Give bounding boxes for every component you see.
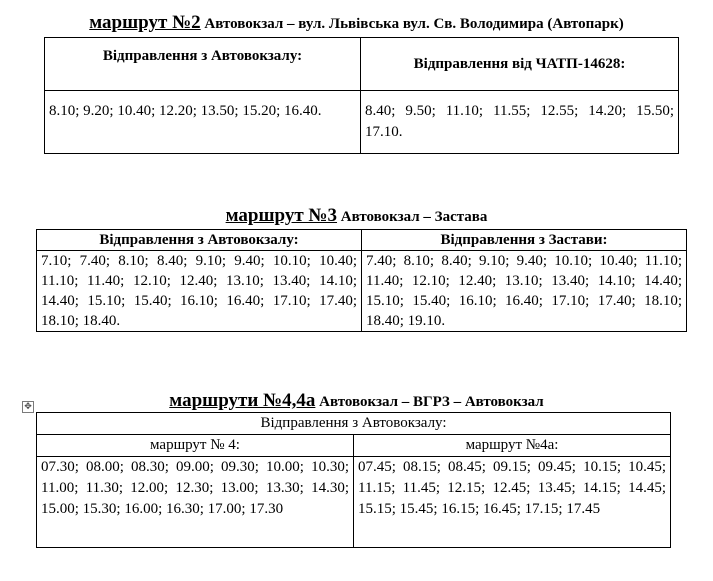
route2-left-times: 8.10; 9.20; 10.40; 12.20; 13.50; 15.20; 16.40.	[45, 91, 361, 154]
route2-title-description: Автовокзал – вул. Львівська вул. Св. Володимира (Автопарк)	[200, 16, 624, 32]
route4-title-number: маршрути №4,4а	[169, 390, 316, 411]
route4-span-header: Відправлення з Автовокзалу:	[37, 413, 671, 435]
route2-table	[44, 37, 679, 154]
route2-left-header: Відправлення з Автовокзалу:	[45, 38, 361, 91]
route3-heading	[0, 205, 713, 227]
route3-left-times: 7.10; 7.40; 8.10; 8.40; 9.10; 9.40; 10.10; 10.40; 11.10; 11.40; 12.10; 12.40; 13.10; 13.40; 14.10; 14.40; 15.10; 15.40; 16.10; 16.40; 17.10; 17.40; 18.10; 18.40.	[37, 251, 362, 332]
route3-right-header: Відправлення з Застави:	[362, 230, 687, 251]
route3-right-times: 7.40; 8.10; 8.40; 9.10; 9.40; 10.10; 10.40; 11.10; 11.40; 12.10; 12.40; 13.10; 13.40; 14.10; 14.40; 15.10; 15.40; 16.10; 16.40; 17.10; 17.40; 18.10; 18.40; 19.10.	[362, 251, 687, 332]
route2-right-times: 8.40; 9.50; 11.10; 11.55; 12.55; 14.20; 15.50; 17.10.	[361, 91, 679, 154]
route4-right-header: маршрут №4а:	[354, 435, 671, 457]
route3-title-number: маршрут №3	[225, 205, 338, 226]
route4-right-times: 07.45; 08.15; 08.45; 09.15; 09.45; 10.15; 10.45; 11.15; 11.45; 12.15; 12.45; 13.45; 14.15; 14.45; 15.15; 15.45; 16.15; 16.45; 17.15; 17.45	[354, 457, 671, 548]
route4-left-times: 07.30; 08.00; 08.30; 09.00; 09.30; 10.00; 10.30; 11.00; 11.30; 12.00; 12.30; 13.00; 13.30; 14.30; 15.00; 15.30; 16.00; 16.30; 17.00; 17.30	[37, 457, 354, 548]
route3-left-header: Відправлення з Автовокзалу:	[37, 230, 362, 251]
route3-table	[36, 229, 687, 332]
move-icon[interactable]: ✥	[22, 401, 34, 413]
route4-title-description: Автовокзал – ВГРЗ – Автовокзал	[315, 394, 544, 410]
route2-title-number: маршрут №2	[89, 12, 201, 33]
route3-title-description: Автовокзал – Застава	[337, 209, 488, 225]
route4-table	[36, 412, 671, 548]
route2-right-header: Відправлення від ЧАТП-14628:	[361, 38, 679, 91]
route4-left-header: маршрут № 4:	[37, 435, 354, 457]
route2-heading	[0, 12, 713, 34]
route4-heading	[0, 390, 713, 412]
